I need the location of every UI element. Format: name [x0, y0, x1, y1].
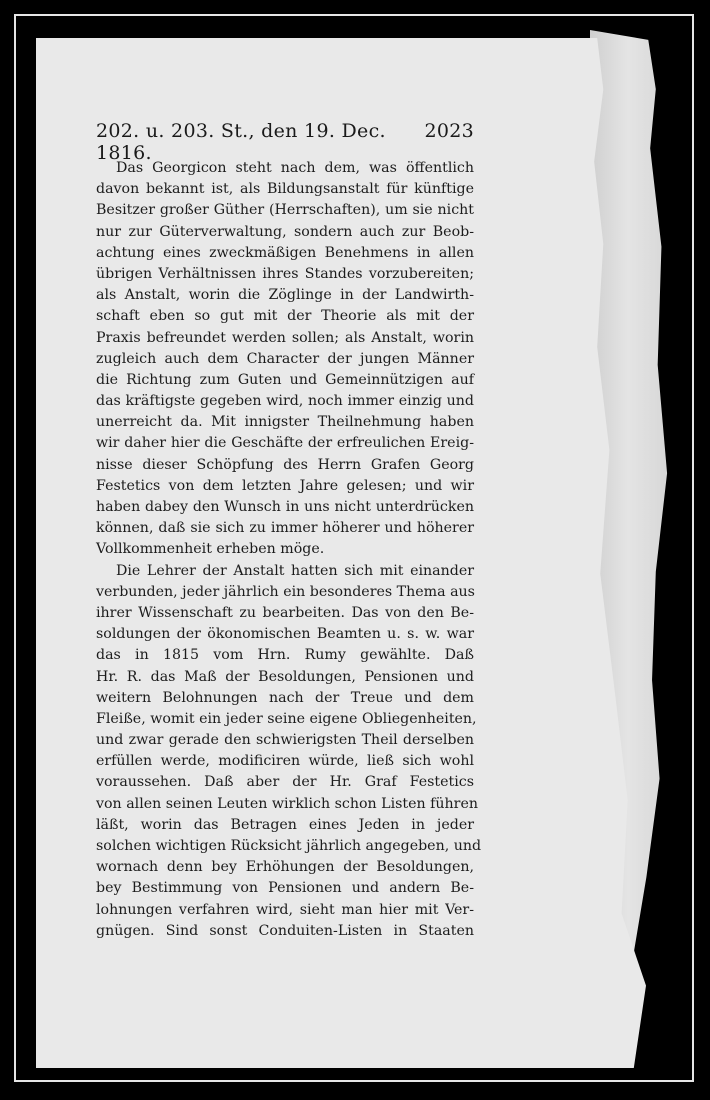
- page-number: 2023: [424, 120, 474, 142]
- text-line: können, daß sie sich zu immer höherer und höherer: [96, 520, 474, 537]
- text-line: Besitzer großer Güther (Herrschaften), um sie nicht: [96, 202, 474, 219]
- text-line: bey Bestimmung von Pensionen und andern Be-: [96, 880, 474, 897]
- text-line: soldungen der ökonomischen Beamten u. s. w. war: [96, 626, 474, 643]
- text-line: übrigen Verhältnissen ihres Standes vorzubereiten;: [96, 265, 474, 282]
- text-line: Die Lehrer der Anstalt hatten sich mit einander: [116, 562, 474, 579]
- text-line: erfüllen werde, modificiren würde, ließ sich wohl: [96, 753, 474, 770]
- text-line: das kräftigste gegeben wird, noch immer einzig und: [96, 393, 474, 410]
- text-line: weitern Belohnungen nach der Treue und dem: [96, 689, 474, 706]
- text-line: zugleich auch dem Character der jungen Männer: [96, 350, 474, 367]
- text-line: verbunden, jeder jährlich ein besonderes Thema aus: [96, 583, 475, 600]
- text-line: wornach denn bey Erhöhungen der Besoldungen,: [96, 859, 474, 876]
- text-line: Fleiße, womit ein jeder seine eigene Obliegenheiten,: [96, 710, 477, 727]
- text-line: gnügen. Sind sonst Conduiten-Listen in Staaten: [96, 922, 474, 939]
- text-line: achtung eines zweckmäßigen Benehmens in allen: [96, 244, 474, 261]
- text-line: haben dabey den Wunsch in uns nicht unterdrücken: [96, 499, 474, 515]
- text-line: Hr. R. das Maß der Besoldungen, Pensionen und: [96, 668, 474, 685]
- text-line: Vollkommenheit erheben möge.: [96, 541, 325, 558]
- text-line: das in 1815 vom Hrn. Rumy gewählte. Daß: [96, 647, 474, 664]
- text-line: Festetics von dem letzten Jahre gelesen; und wir: [96, 477, 474, 494]
- text-line: davon bekannt ist, als Bildungsanstalt für künftige: [96, 181, 474, 198]
- text-line: ihrer Wissenschaft zu bearbeiten. Das von den Be-: [96, 604, 474, 621]
- text-line: als Anstalt, worin die Zöglinge in der Landwirth-: [96, 287, 474, 304]
- text-line: läßt, worin das Betragen eines Jeden in jeder: [96, 816, 474, 833]
- text-line: schaft eben so gut mit der Theorie als mit der: [96, 308, 474, 325]
- article-body: [96, 158, 482, 942]
- text-line: nisse dieser Schöpfung des Herrn Grafen Georg: [96, 456, 474, 473]
- text-line: und zwar gerade den schwierigsten Theil derselben: [96, 732, 474, 749]
- text-line: Praxis befreundet werden sollen; als Anstalt, worin: [96, 329, 474, 346]
- text-line: nur zur Güterverwaltung, sondern auch zur Beob-: [96, 223, 474, 240]
- text-line: solchen wichtigen Rücksicht jährlich angegeben, und: [96, 838, 482, 854]
- issue-date-line: 202. u. 203. St., den 19. Dec. 1816.: [96, 120, 386, 164]
- text-line: Das Georgicon steht nach dem, was öffentlich: [116, 160, 474, 176]
- text-line: die Richtung zum Guten und Gemeinnützigen auf: [96, 371, 474, 388]
- text-line: unerreicht da. Mit innigster Theilnehmung haben: [96, 414, 474, 431]
- text-line: wir daher hier die Geschäfte der erfreulichen Ereig-: [96, 435, 474, 452]
- text-line: von allen seinen Leuten wirklich schon Listen führen: [96, 795, 478, 812]
- text-line: voraussehen. Daß aber der Hr. Graf Festetics: [96, 774, 474, 791]
- text-line: lohnungen verfahren wird, sieht man hier mit Ver-: [96, 901, 474, 918]
